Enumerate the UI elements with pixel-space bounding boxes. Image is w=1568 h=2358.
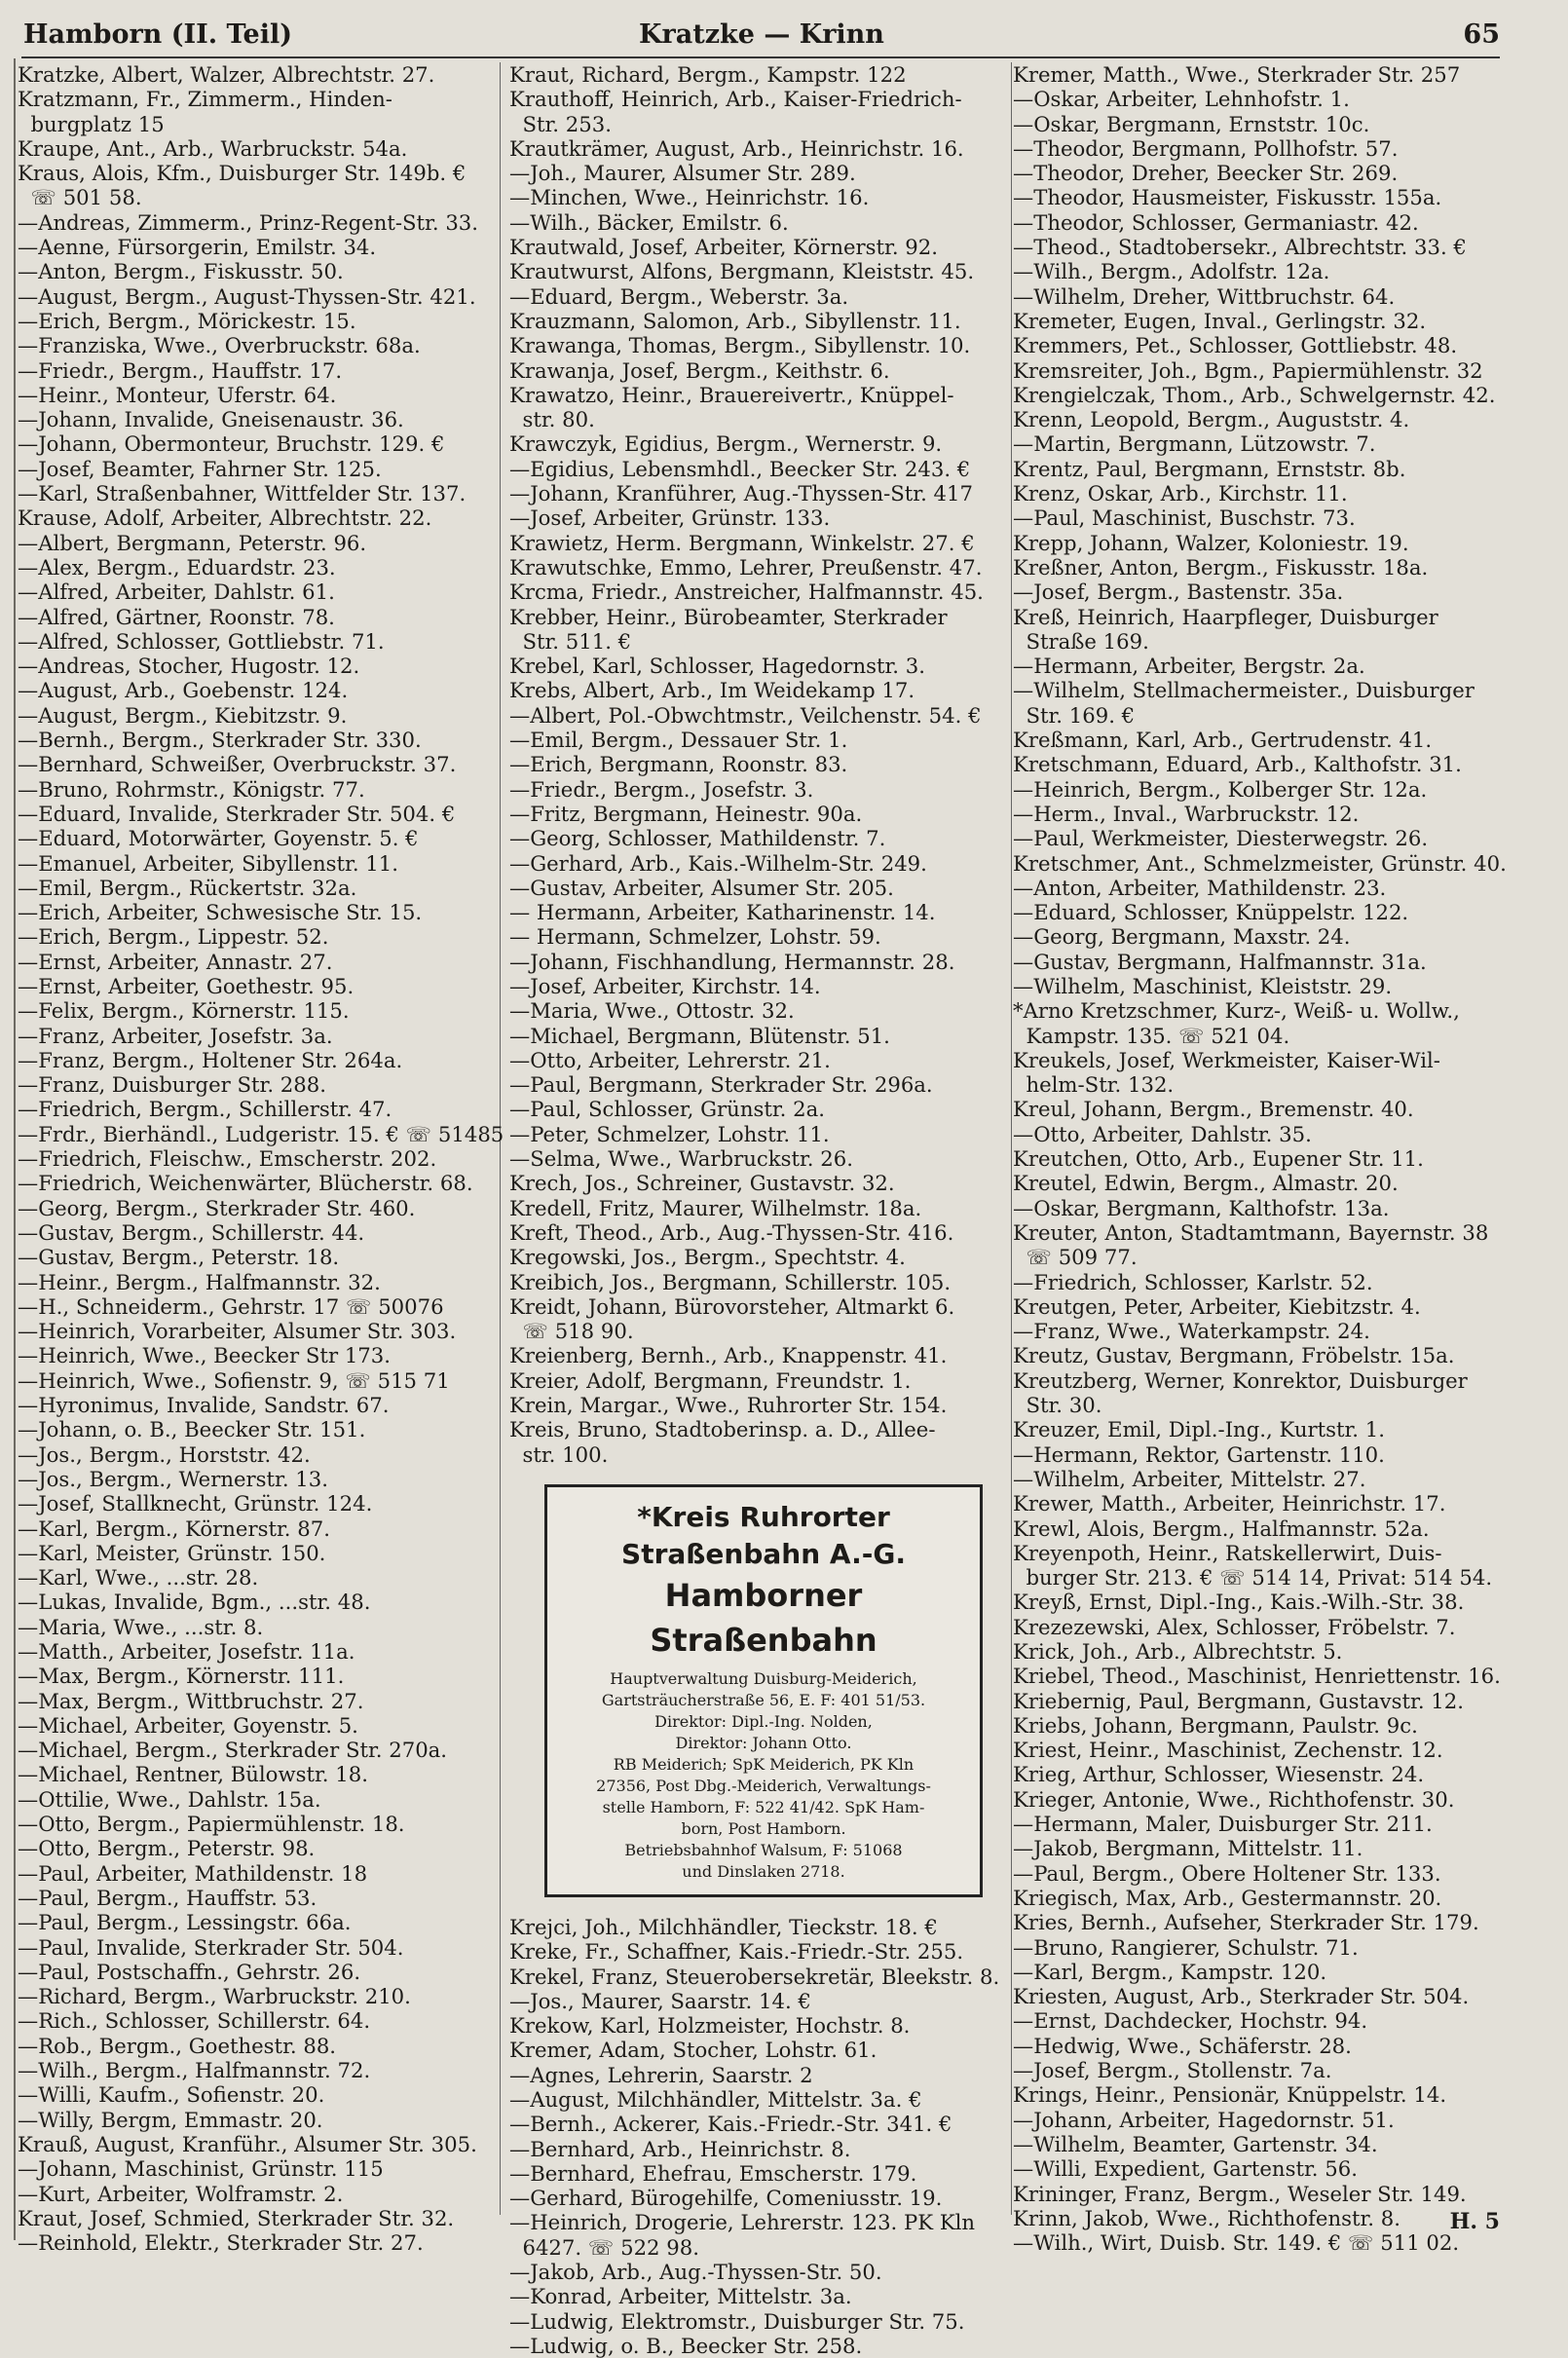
directory-entry: —Paul, Arbeiter, Mathildenstr. 18	[18, 1860, 368, 1886]
directory-entry: —Herm., Inval., Warbruckstr. 12.	[1013, 801, 1360, 826]
ad-line: Betriebsbahnhof Walsum, F: 51068	[624, 1840, 903, 1859]
directory-entry: Kreutgen, Peter, Arbeiter, Kiebitzstr. 4.	[1013, 1293, 1421, 1319]
directory-entry: Kreuter, Anton, Stadtamtmann, Bayernstr. 38	[1013, 1219, 1489, 1245]
directory-entry: —Otto, Bergm., Peterstr. 98.	[18, 1836, 316, 1861]
directory-entry: str. 100.	[509, 1441, 609, 1467]
directory-entry: Krebs, Albert, Arb., Im Weidekamp 17.	[509, 678, 915, 703]
ad-line: RB Meiderich; SpK Meiderich, PK Kln	[613, 1754, 915, 1774]
directory-entry: —Josef, Stallknecht, Grünstr. 124.	[18, 1491, 373, 1516]
directory-entry: —Theodor, Hausmeister, Fiskusstr. 155a.	[1013, 185, 1442, 210]
directory-entry: — Hermann, Arbeiter, Katharinenstr. 14.	[509, 900, 936, 925]
directory-entry: Kreibich, Jos., Bergmann, Schillerstr. 105.	[509, 1269, 952, 1294]
directory-entry: —Karl, Meister, Grünstr. 150.	[18, 1540, 326, 1565]
directory-entry: —Paul, Postschaffn., Gehrstr. 26.	[18, 1959, 361, 1984]
directory-entry: —Josef, Arbeiter, Kirchstr. 14.	[509, 973, 821, 998]
directory-entry: —Karl, Straßenbahner, Wittfelder Str. 137.	[18, 481, 467, 506]
directory-entry: —Bernhard, Arb., Heinrichstr. 8.	[509, 2136, 851, 2161]
directory-entry: —Michael, Arbeiter, Goyenstr. 5.	[18, 1712, 358, 1738]
directory-entry: —Richard, Bergm., Warbruckstr. 210.	[18, 1984, 411, 2009]
directory-entry: Krawanga, Thomas, Bergm., Sibyllenstr. 10.	[509, 333, 971, 358]
directory-entry: Kremmers, Pet., Schlosser, Gottliebstr. 48.	[1013, 333, 1458, 358]
directory-entry: —Gustav, Arbeiter, Alsumer Str. 205.	[509, 875, 894, 900]
directory-entry: —Friedr., Bergm., Hauffstr. 17.	[18, 357, 343, 383]
directory-column-1	[18, 62, 504, 2255]
ad-line: Direktor: Dipl.-Ing. Nolden,	[654, 1711, 873, 1731]
header-rule	[21, 56, 1500, 58]
directory-entry: —Alfred, Arbeiter, Dahlstr. 61.	[18, 580, 335, 605]
directory-entry: Krautkrämer, August, Arb., Heinrichstr. 16.	[509, 135, 964, 161]
directory-entry: —H., Schneiderm., Gehrstr. 17 ☏ 50076	[18, 1293, 444, 1319]
directory-entry: —Friedrich, Bergm., Schillerstr. 47.	[18, 1097, 392, 1122]
directory-entry: Kretschmer, Ant., Schmelzmeister, Grünstr. 40.	[1013, 850, 1507, 876]
directory-entry: —Heinr., Bergm., Halfmannstr. 32.	[18, 1269, 381, 1294]
header-section: Hamborn (II. Teil)	[23, 19, 293, 50]
directory-entry: —Otto, Bergm., Papiermühlenstr. 18.	[18, 1812, 405, 1837]
directory-entry: Krick, Joh., Arb., Albrechtstr. 5.	[1013, 1639, 1343, 1664]
directory-entry: —Aenne, Fürsorgerin, Emilstr. 34.	[18, 235, 377, 260]
directory-entry: —Franz, Arbeiter, Josefstr. 3a.	[18, 1023, 333, 1048]
directory-entry: —Jakob, Arb., Aug.-Thyssen-Str. 50.	[509, 2260, 882, 2285]
ad-line: Direktor: Johann Otto.	[675, 1733, 852, 1752]
directory-entry: burger Str. 213. € ☏ 514 14, Privat: 514 54.	[1013, 1565, 1493, 1591]
directory-entry: —Paul, Werkmeister, Diesterwegstr. 26.	[1013, 826, 1429, 851]
ad-line: born, Post Hamborn.	[681, 1818, 846, 1838]
directory-column-3	[1013, 62, 1510, 2255]
directory-entry: Krejci, Joh., Milchhändler, Tieckstr. 18. €	[509, 1914, 938, 1939]
directory-entry: Str. 30.	[1013, 1393, 1102, 1418]
directory-entry: —Johann, Arbeiter, Hagedornstr. 51.	[1013, 2107, 1395, 2132]
directory-entry: —Johann, Kranführer, Aug.-Thyssen-Str. 417	[509, 481, 974, 506]
directory-entry: —Erich, Bergmann, Roonstr. 83.	[509, 752, 848, 777]
directory-entry: Krawczyk, Egidius, Bergm., Wernerstr. 9.	[509, 431, 943, 457]
directory-entry: —Oskar, Arbeiter, Lehnhofstr. 1.	[1013, 87, 1350, 112]
directory-entry: Krauthoff, Heinrich, Arb., Kaiser-Friedrich-	[509, 87, 962, 112]
directory-entry: helm-Str. 132.	[1013, 1072, 1175, 1098]
directory-entry: —Erich, Arbeiter, Schwesische Str. 15.	[18, 900, 423, 925]
directory-entry: Krebel, Karl, Schlosser, Hagedornstr. 3.	[509, 654, 925, 679]
directory-entry: —Johann, Obermonteur, Bruchstr. 129. €	[18, 431, 445, 457]
directory-entry: Krezezewski, Alex, Schlosser, Fröbelstr. 7.	[1013, 1614, 1456, 1639]
directory-entry: 6427. ☏ 522 98.	[509, 2234, 699, 2260]
directory-entry: Kreuzer, Emil, Dipl.-Ing., Kurtstr. 1.	[1013, 1417, 1385, 1442]
directory-entry: —Ernst, Dachdecker, Hochstr. 94.	[1013, 2008, 1368, 2034]
directory-entry: Kredell, Fritz, Maurer, Wilhelmstr. 18a.	[509, 1195, 922, 1220]
directory-entry: Krepp, Johann, Walzer, Koloniestr. 19.	[1013, 530, 1409, 555]
column-2-entries	[509, 62, 1016, 1467]
directory-entry: Krentz, Paul, Bergmann, Ernststr. 8b.	[1013, 456, 1406, 481]
directory-entry: —Reinhold, Elektr., Sterkrader Str. 27.	[18, 2230, 424, 2256]
directory-entry: —Johann, Invalide, Gneisenaustr. 36.	[18, 407, 404, 432]
directory-entry: —Heinr., Monteur, Uferstr. 64.	[18, 382, 337, 407]
directory-entry: —Michael, Bergm., Sterkrader Str. 270a.	[18, 1738, 448, 1763]
directory-entry: —Friedrich, Fleischw., Emscherstr. 202.	[18, 1146, 437, 1172]
directory-entry: Kreidt, Johann, Bürovorsteher, Altmarkt 6.	[509, 1293, 955, 1319]
directory-entry: —Maria, Wwe., Ottostr. 32.	[509, 998, 795, 1024]
ad-title: Hamborner Straßenbahn	[650, 1576, 877, 1659]
directory-entry: Kreyenpoth, Heinr., Ratskellerwirt, Duis-	[1013, 1540, 1442, 1565]
directory-entry: —Rich., Schlosser, Schillerstr. 64.	[18, 2008, 371, 2034]
directory-entry: —Gustav, Bergm., Schillerstr. 44.	[18, 1219, 365, 1245]
directory-entry: Kremer, Matth., Wwe., Sterkrader Str. 257	[1013, 62, 1461, 87]
header-name-range: Kratzke — Krinn	[639, 19, 884, 50]
directory-entry: Kretschmann, Eduard, Arb., Kalthofstr. 31.	[1013, 752, 1462, 777]
directory-entry: Str. 511. €	[509, 628, 632, 654]
directory-entry: —August, Bergm., August-Thyssen-Str. 421.	[18, 283, 476, 309]
directory-entry: burgplatz 15	[18, 111, 165, 136]
directory-entry: —Eduard, Bergm., Weberstr. 3a.	[509, 283, 849, 309]
directory-entry: —Heinrich, Wwe., Sofienstr. 9, ☏ 515 71	[18, 1367, 450, 1393]
directory-entry: —Selma, Wwe., Warbruckstr. 26.	[509, 1146, 853, 1172]
directory-entry: Krewer, Matth., Arbeiter, Heinrichstr. 17.	[1013, 1491, 1446, 1516]
directory-entry: Krech, Jos., Schreiner, Gustavstr. 32.	[509, 1171, 895, 1196]
directory-entry: *Arno Kretzschmer, Kurz-, Weiß- u. Wollw.,	[1013, 998, 1460, 1024]
directory-entry: Krieg, Arthur, Schlosser, Wiesenstr. 24.	[1013, 1762, 1425, 1787]
directory-entry: —Albert, Bergmann, Peterstr. 96.	[18, 530, 367, 555]
directory-entry: —Konrad, Arbeiter, Mittelstr. 3a.	[509, 2284, 852, 2309]
directory-entry: —Gustav, Bergm., Peterstr. 18.	[18, 1245, 340, 1270]
directory-entry: —Bruno, Rangierer, Schulstr. 71.	[1013, 1934, 1359, 1960]
directory-entry: Kreutel, Edwin, Bergm., Almastr. 20.	[1013, 1171, 1399, 1196]
directory-entry: —Georg, Bergmann, Maxstr. 24.	[1013, 924, 1351, 950]
directory-entry: —Ludwig, Elektromstr., Duisburger Str. 75.	[509, 2308, 965, 2334]
directory-column-2	[509, 62, 1016, 2358]
directory-entry: — Hermann, Schmelzer, Lohstr. 59.	[509, 924, 881, 950]
tram-advertisement	[544, 1484, 983, 1897]
directory-entry: ☏ 518 90.	[509, 1319, 634, 1344]
directory-entry: Krawanja, Josef, Bergm., Keithstr. 6.	[509, 357, 890, 383]
directory-entry: Krause, Adolf, Arbeiter, Albrechtstr. 22.	[18, 505, 432, 531]
directory-entry: —Eduard, Schlosser, Knüppelstr. 122.	[1013, 900, 1409, 925]
ad-line: Hauptverwaltung Duisburg-Meiderich,	[610, 1668, 917, 1688]
directory-entry: —Michael, Rentner, Bülowstr. 18.	[18, 1762, 368, 1787]
directory-entry: Kreke, Fr., Schaffner, Kais.-Friedr.-Str. 255.	[509, 1939, 964, 1965]
directory-entry: —Frdr., Bierhändl., Ludgeristr. 15. € ☏ 51485	[18, 1121, 504, 1146]
directory-entry: —Max, Bergm., Körnerstr. 111.	[18, 1664, 345, 1689]
directory-entry: —Jos., Maurer, Saarstr. 14. €	[509, 1988, 811, 2013]
directory-entry: —Josef, Bergm., Stollenstr. 7a.	[1013, 2058, 1332, 2083]
directory-entry: —Karl, Bergm., Kampstr. 120.	[1013, 1959, 1327, 1984]
directory-entry: ☏ 509 77.	[1013, 1245, 1138, 1270]
directory-entry: —Josef, Arbeiter, Grünstr. 133.	[509, 505, 831, 531]
directory-entry: —Bernhard, Ehefrau, Emscherstr. 179.	[509, 2160, 917, 2186]
directory-entry: —Erich, Bergm., Mörickestr. 15.	[18, 308, 356, 333]
directory-entry: —Friedr., Bergm., Josefstr. 3.	[509, 776, 814, 802]
directory-entry: Krengielczak, Thom., Arb., Schwelgernstr. 42.	[1013, 382, 1496, 407]
directory-entry: —Otto, Arbeiter, Lehrerstr. 21.	[509, 1047, 831, 1072]
directory-entry: —Anton, Bergm., Fiskusstr. 50.	[18, 259, 344, 284]
directory-entry: —Fritz, Bergmann, Heinestr. 90a.	[509, 801, 863, 826]
directory-entry: Kriest, Heinr., Maschinist, Zechenstr. 12.	[1013, 1738, 1443, 1763]
directory-entry: —Hermann, Arbeiter, Bergstr. 2a.	[1013, 654, 1365, 679]
directory-entry: str. 80.	[509, 407, 595, 432]
directory-entry: Kraus, Alois, Kfm., Duisburger Str. 149b. €	[18, 161, 467, 186]
directory-entry: —Otto, Arbeiter, Dahlstr. 35.	[1013, 1121, 1312, 1146]
directory-entry: —Wilhelm, Arbeiter, Mittelstr. 27.	[1013, 1466, 1366, 1491]
ad-line: 27356, Post Dbg.-Meiderich, Verwaltungs-	[596, 1776, 931, 1795]
directory-entry: —Bruno, Rohrmstr., Königstr. 77.	[18, 776, 365, 802]
directory-entry: Krcma, Friedr., Anstreicher, Halfmannstr. 45.	[509, 580, 984, 605]
directory-entry: —Hermann, Maler, Duisburger Str. 211.	[1013, 1812, 1433, 1837]
directory-entry: —Alfred, Schlosser, Gottliebstr. 71.	[18, 628, 385, 654]
ad-line: stelle Hamborn, F: 522 41/42. SpK Ham-	[602, 1797, 925, 1816]
directory-entry: —Bernh., Bergm., Sterkrader Str. 330.	[18, 728, 422, 753]
directory-entry: —Josef, Bergm., Bastenstr. 35a.	[1013, 580, 1344, 605]
directory-entry: —Rob., Bergm., Goethestr. 88.	[18, 2033, 337, 2058]
directory-entry: —Friedrich, Schlosser, Karlstr. 52.	[1013, 1269, 1373, 1294]
directory-entry: —Michael, Bergmann, Blütenstr. 51.	[509, 1023, 890, 1048]
directory-entry: —Paul, Invalide, Sterkrader Str. 504.	[18, 1934, 404, 1960]
directory-entry: Krautwald, Josef, Arbeiter, Körnerstr. 92.	[509, 235, 938, 260]
directory-entry: —August, Milchhändler, Mittelstr. 3a. €	[509, 2087, 922, 2112]
directory-entry: —Max, Bergm., Wittbruchstr. 27.	[18, 1688, 364, 1713]
directory-entry: —Bernh., Ackerer, Kais.-Friedr.-Str. 341. €	[509, 2112, 952, 2137]
directory-entry: —Hyronimus, Invalide, Sandstr. 67.	[18, 1393, 390, 1418]
directory-entry: —Felix, Bergm., Körnerstr. 115.	[18, 998, 350, 1024]
directory-entry: Krekel, Franz, Steuerobersekretär, Bleekstr. 8.	[509, 1964, 1000, 1989]
directory-entry: Kratzmann, Fr., Zimmerm., Hinden-	[18, 87, 392, 112]
directory-entry: Kremer, Adam, Stocher, Lohstr. 61.	[509, 2038, 877, 2063]
directory-entry: Krawatzo, Heinr., Brauereivertr., Knüppel-	[509, 382, 954, 407]
directory-entry: —Ludwig, o. B., Beecker Str. 258.	[509, 2333, 863, 2358]
directory-entry: Kries, Bernh., Aufseher, Sterkrader Str. 179.	[1013, 1910, 1479, 1935]
directory-entry: Kraut, Josef, Schmied, Sterkrader Str. 32.	[18, 2205, 455, 2230]
directory-entry: Kreyß, Ernst, Dipl.-Ing., Kais.-Wilh.-Str. 38.	[1013, 1590, 1465, 1615]
directory-entry: Kriebernig, Paul, Bergmann, Gustavstr. 12.	[1013, 1688, 1464, 1713]
directory-entry: —Paul, Bergm., Obere Holtener Str. 133.	[1013, 1860, 1441, 1886]
directory-entry: Kriesten, August, Arb., Sterkrader Str. 504.	[1013, 1984, 1470, 2009]
printer-signature: H. 5	[1449, 2209, 1500, 2234]
directory-entry: Krininger, Franz, Bergm., Weseler Str. 149.	[1013, 2181, 1467, 2206]
directory-entry: —Agnes, Lehrerin, Saarstr. 2	[509, 2062, 813, 2087]
directory-entry: Kriegisch, Max, Arb., Gestermannstr. 20.	[1013, 1885, 1442, 1910]
directory-entry: —Josef, Beamter, Fahrner Str. 125.	[18, 456, 382, 481]
directory-entry: Kremeter, Eugen, Inval., Gerlingstr. 32.	[1013, 308, 1427, 333]
directory-entry: Kraupe, Ant., Arb., Warbruckstr. 54a.	[18, 135, 408, 161]
page-number: 65	[1463, 19, 1500, 50]
directory-entry: Kraut, Richard, Bergm., Kampstr. 122	[509, 62, 907, 87]
directory-entry: —Franz, Bergm., Holtener Str. 264a.	[18, 1047, 403, 1072]
directory-entry: —Paul, Maschinist, Buschstr. 73.	[1013, 505, 1356, 531]
directory-entry: Str. 169. €	[1013, 702, 1136, 728]
directory-entry: —Oskar, Bergmann, Kalthofstr. 13a.	[1013, 1195, 1390, 1220]
directory-entry: —August, Bergm., Kiebitzstr. 9.	[18, 702, 348, 728]
directory-entry: —Ottilie, Wwe., Dahlstr. 15a.	[18, 1786, 321, 1812]
directory-entry: —Joh., Maurer, Alsumer Str. 289.	[509, 161, 856, 186]
directory-entry: Kriebel, Theod., Maschinist, Henriettenstr. 16.	[1013, 1664, 1501, 1689]
directory-entry: —Willi, Expedient, Gartenstr. 56.	[1013, 2156, 1358, 2182]
directory-entry: —Gerhard, Bürogehilfe, Comeniusstr. 19.	[509, 2186, 943, 2211]
directory-entry: Krieger, Antonie, Wwe., Richthofenstr. 30.	[1013, 1786, 1455, 1812]
directory-entry: —Hermann, Rektor, Gartenstr. 110.	[1013, 1441, 1385, 1467]
ad-details	[557, 1668, 970, 1883]
directory-entry: —Georg, Bergm., Sterkrader Str. 460.	[18, 1195, 416, 1220]
directory-entry: —Karl, Wwe., ...str. 28.	[18, 1565, 259, 1591]
directory-entry: —Wilh., Wirt, Duisb. Str. 149. € ☏ 511 02.	[1013, 2230, 1460, 2256]
directory-entry: Straße 169.	[1013, 628, 1149, 654]
directory-entry: Krings, Heinr., Pensionär, Knüppelstr. 14.	[1013, 2082, 1447, 2108]
directory-entry: Kampstr. 135. ☏ 521 04.	[1013, 1023, 1290, 1048]
binding-margin	[0, 58, 16, 2240]
directory-entry: —Wilhelm, Maschinist, Kleiststr. 29.	[1013, 973, 1393, 998]
directory-entry: —Martin, Bergmann, Lützowstr. 7.	[1013, 431, 1376, 457]
directory-entry: —Gerhard, Arb., Kais.-Wilhelm-Str. 249.	[509, 850, 927, 876]
directory-entry: —Theod., Stadtobersekr., Albrechtstr. 33. €	[1013, 235, 1467, 260]
directory-entry: —Jos., Bergm., Wernerstr. 13.	[18, 1466, 328, 1491]
directory-entry: —Gustav, Bergmann, Halfmannstr. 31a.	[1013, 949, 1427, 974]
directory-entry: —Wilhelm, Beamter, Gartenstr. 34.	[1013, 2131, 1378, 2156]
directory-entry: —Theodor, Dreher, Beecker Str. 269.	[1013, 161, 1399, 186]
directory-entry: Krawietz, Herm. Bergmann, Winkelstr. 27. €	[509, 530, 975, 555]
directory-entry: —Emanuel, Arbeiter, Sibyllenstr. 11.	[18, 850, 398, 876]
directory-entry: —Heinrich, Drogerie, Lehrerstr. 123. PK Kln	[509, 2210, 976, 2235]
directory-entry: —Theodor, Bergmann, Pollhofstr. 57.	[1013, 135, 1399, 161]
directory-entry: —Franz, Wwe., Waterkampstr. 24.	[1013, 1319, 1370, 1344]
directory-entry: Kreukels, Josef, Werkmeister, Kaiser-Wil-	[1013, 1047, 1440, 1072]
directory-entry: —Bernhard, Schweißer, Overbruckstr. 37.	[18, 752, 457, 777]
directory-entry: —Kurt, Arbeiter, Wolframstr. 2.	[18, 2181, 344, 2206]
directory-entry: —Wilhelm, Dreher, Wittbruchstr. 64.	[1013, 283, 1396, 309]
directory-entry: —Andreas, Zimmerm., Prinz-Regent-Str. 33.	[18, 209, 479, 235]
directory-entry: —Peter, Schmelzer, Lohstr. 11.	[509, 1121, 830, 1146]
directory-entry: Kriebs, Johann, Bergmann, Paulstr. 9c.	[1013, 1712, 1418, 1738]
directory-entry: —Alfred, Gärtner, Roonstr. 78.	[18, 604, 335, 629]
directory-entry: —Eduard, Motorwärter, Goyenstr. 5. €	[18, 826, 419, 851]
directory-entry: Str. 253.	[509, 111, 612, 136]
directory-entry: —Johann, Fischhandlung, Hermannstr. 28.	[509, 949, 955, 974]
column-2-entries-after-ad	[509, 1915, 1016, 2358]
directory-entry: Kreß, Heinrich, Haarpfleger, Duisburger	[1013, 604, 1438, 629]
directory-entry: Krawutschke, Emmo, Lehrer, Preußenstr. 47.	[509, 554, 983, 580]
directory-entry: Kreutchen, Otto, Arb., Eupener Str. 11.	[1013, 1146, 1424, 1172]
directory-entry: —Ernst, Arbeiter, Annastr. 27.	[18, 949, 333, 974]
directory-entry: Krauzmann, Salomon, Arb., Sibyllenstr. 11.	[509, 308, 961, 333]
directory-entry: Kreier, Adolf, Bergmann, Freundstr. 1.	[509, 1367, 912, 1393]
ad-company-name: *Kreis Ruhrorter Straßenbahn A.-G.	[621, 1500, 906, 1570]
directory-entry: —Willy, Bergm, Emmastr. 20.	[18, 2107, 323, 2132]
directory-entry: —Minchen, Wwe., Heinrichstr. 16.	[509, 185, 870, 210]
directory-entry: —Franziska, Wwe., Overbruckstr. 68a.	[18, 333, 421, 358]
directory-entry: Krautwurst, Alfons, Bergmann, Kleiststr. 45.	[509, 259, 975, 284]
directory-entry: —Emil, Bergm., Dessauer Str. 1.	[509, 728, 848, 753]
directory-entry: —Ernst, Arbeiter, Goethestr. 95.	[18, 973, 355, 998]
directory-entry: —August, Arb., Goebenstr. 124.	[18, 678, 349, 703]
directory-entry: ☏ 501 58.	[18, 185, 142, 210]
directory-entry: —Friedrich, Weichenwärter, Blücherstr. 68.	[18, 1171, 473, 1196]
directory-entry: —Heinrich, Wwe., Beecker Str 173.	[18, 1343, 391, 1368]
directory-entry: —Oskar, Bergmann, Ernststr. 10c.	[1013, 111, 1370, 136]
directory-entry: —Alex, Bergm., Eduardstr. 23.	[18, 554, 336, 580]
directory-entry: —Willi, Kaufm., Sofienstr. 20.	[18, 2082, 325, 2108]
ad-line: und Dinslaken 2718.	[682, 1861, 845, 1881]
directory-entry: —Matth., Arbeiter, Josefstr. 11a.	[18, 1639, 355, 1664]
directory-entry: —Maria, Wwe., ...str. 8.	[18, 1614, 264, 1639]
directory-entry: Kreutzberg, Werner, Konrektor, Duisburger	[1013, 1367, 1468, 1393]
directory-entry: —Paul, Bergmann, Sterkrader Str. 296a.	[509, 1072, 933, 1098]
directory-entry: Kreutz, Gustav, Bergmann, Fröbelstr. 15a.	[1013, 1343, 1455, 1368]
page-header	[23, 19, 1500, 58]
directory-entry: Krenz, Oskar, Arb., Kirchstr. 11.	[1013, 481, 1348, 506]
directory-entry: —Andreas, Stocher, Hugostr. 12.	[18, 654, 360, 679]
directory-entry: —Jakob, Bergmann, Mittelstr. 11.	[1013, 1836, 1363, 1861]
directory-entry: —Erich, Bergm., Lippestr. 52.	[18, 924, 329, 950]
directory-entry: —Johann, o. B., Beecker Str. 151.	[18, 1417, 366, 1442]
directory-entry: Kremsreiter, Joh., Bgm., Papiermühlenstr. 32	[1013, 357, 1483, 383]
directory-entry: —Heinrich, Bergm., Kolberger Str. 12a.	[1013, 776, 1428, 802]
directory-entry: —Albert, Pol.-Obwchtmstr., Veilchenstr. 54. €	[509, 702, 982, 728]
directory-entry: Krinn, Jakob, Wwe., Richthofenstr. 8.	[1013, 2205, 1400, 2230]
directory-entry: —Lukas, Invalide, Bgm., ...str. 48.	[18, 1590, 371, 1615]
directory-entry: Krebber, Heinr., Bürobeamter, Sterkrader	[509, 604, 948, 629]
directory-entry: Krauß, August, Kranführ., Alsumer Str. 305.	[18, 2131, 477, 2156]
directory-entry: —Eduard, Invalide, Sterkrader Str. 504. €	[18, 801, 456, 826]
directory-entry: Krenn, Leopold, Bergm., Auguststr. 4.	[1013, 407, 1410, 432]
directory-entry: —Paul, Bergm., Lessingstr. 66a.	[18, 1910, 352, 1935]
directory-entry: —Theodor, Schlosser, Germaniastr. 42.	[1013, 209, 1419, 235]
directory-entry: —Georg, Schlosser, Mathildenstr. 7.	[509, 826, 886, 851]
directory-entry: —Johann, Maschinist, Grünstr. 115	[18, 2156, 384, 2182]
directory-entry: Krewl, Alois, Bergm., Halfmannstr. 52a.	[1013, 1516, 1430, 1541]
directory-entry: —Hedwig, Wwe., Schäferstr. 28.	[1013, 2033, 1352, 2058]
directory-entry: —Paul, Bergm., Hauffstr. 53.	[18, 1885, 317, 1910]
directory-entry: —Wilh., Bergm., Halfmannstr. 72.	[18, 2058, 371, 2083]
directory-entry: —Heinrich, Vorarbeiter, Alsumer Str. 303.	[18, 1319, 457, 1344]
directory-entry: Kreul, Johann, Bergm., Bremenstr. 40.	[1013, 1097, 1414, 1122]
directory-entry: —Anton, Arbeiter, Mathildenstr. 23.	[1013, 875, 1387, 900]
directory-entry: Kreft, Theod., Arb., Aug.-Thyssen-Str. 416.	[509, 1219, 954, 1245]
directory-entry: Kreßmann, Karl, Arb., Gertrudenstr. 41.	[1013, 728, 1433, 753]
directory-entry: Krein, Margar., Wwe., Ruhrorter Str. 154.	[509, 1393, 948, 1418]
directory-entry: —Wilhelm, Stellmachermeister., Duisburger	[1013, 678, 1475, 703]
directory-entry: Krekow, Karl, Holzmeister, Hochstr. 8.	[509, 2013, 911, 2039]
directory-entry: —Jos., Bergm., Horststr. 42.	[18, 1441, 311, 1467]
directory-entry: —Karl, Bergm., Körnerstr. 87.	[18, 1516, 330, 1541]
directory-entry: —Wilh., Bäcker, Emilstr. 6.	[509, 209, 789, 235]
directory-entry: —Emil, Bergm., Rückertstr. 32a.	[18, 875, 357, 900]
directory-entry: Kregowski, Jos., Bergm., Spechtstr. 4.	[509, 1245, 906, 1270]
ad-line: Gartsträucherstraße 56, E. F: 401 51/53.	[601, 1690, 926, 1709]
directory-entry: —Franz, Duisburger Str. 288.	[18, 1072, 326, 1098]
directory-entry: Kratzke, Albert, Walzer, Albrechtstr. 27.	[18, 62, 435, 87]
directory-entry: —Wilh., Bergm., Adolfstr. 12a.	[1013, 259, 1330, 284]
directory-entry: —Paul, Schlosser, Grünstr. 2a.	[509, 1097, 825, 1122]
directory-entry: Kreis, Bruno, Stadtoberinsp. a. D., Allee-	[509, 1417, 936, 1442]
directory-entry: Kreßner, Anton, Bergm., Fiskusstr. 18a.	[1013, 554, 1429, 580]
directory-entry: —Egidius, Lebensmhdl., Beecker Str. 243. €	[509, 456, 971, 481]
directory-entry: Kreienberg, Bernh., Arb., Knappenstr. 41.	[509, 1343, 948, 1368]
